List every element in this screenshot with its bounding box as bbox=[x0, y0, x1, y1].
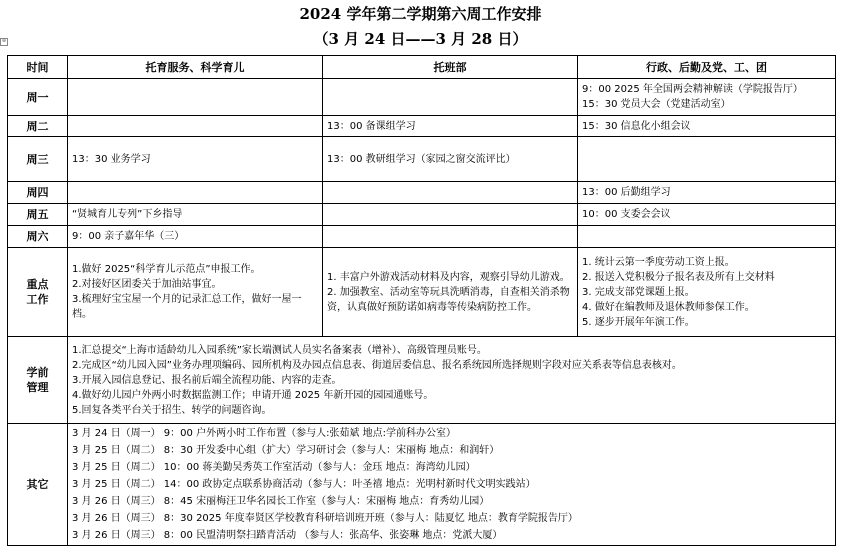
table-anchor-icon[interactable]: ⊕ bbox=[1, 38, 7, 44]
cell-admin bbox=[578, 182, 836, 204]
cell-childcare bbox=[68, 182, 323, 204]
preschool-label: 学前管理 bbox=[8, 337, 68, 424]
focus-row bbox=[8, 248, 836, 337]
cell-nursery bbox=[323, 248, 578, 337]
cell-nursery bbox=[323, 116, 578, 137]
cell-childcare bbox=[68, 226, 323, 248]
table-row bbox=[8, 116, 836, 137]
cell-line: 2. 报送入党积极分子报名表及所有上交材料 bbox=[582, 271, 775, 283]
cell-line: 5. 逐步开展年年演工作。 bbox=[582, 316, 695, 328]
date-range-subtitle: （3 月 24 日——3 月 28 日） bbox=[313, 30, 528, 48]
cell-line: 9：00 亲子嘉年华（三） bbox=[72, 231, 185, 242]
cell-line: 13：00 备课组学习 bbox=[327, 120, 416, 132]
cell-line: 3. 完成支部党课题上报。 bbox=[582, 286, 695, 298]
cell-nursery bbox=[323, 79, 578, 116]
schedule-table bbox=[7, 55, 836, 546]
cell-childcare bbox=[68, 248, 323, 337]
preschool-row bbox=[8, 337, 836, 424]
cell-childcare bbox=[68, 204, 323, 226]
cell-line: 3 月 24 日（周一） 9：00 户外两小时工作布置（参与人:张茹斌 地点:学前科办公室） bbox=[72, 428, 456, 439]
cell-line: 3 月 26 日（周三） 8：30 2025 年度奉贤区学校教育科研培训班开班（参与人：陆夏忆 地点：教育学院报告厅） bbox=[72, 513, 578, 524]
cell-line: 13：30 业务学习 bbox=[72, 153, 151, 165]
cell-line: 2.完成区“幼儿园入园”业务办理项编码、园所机构及办园点信息表、街道居委信息、报名系统园所选择规则字段对应关系表等信息表核对。 bbox=[72, 359, 682, 371]
cell-line: 1. 丰富户外游戏活动材料及内容，观察引导幼儿游戏。 bbox=[327, 271, 570, 283]
day-label: 周六 bbox=[8, 226, 68, 248]
cell-line: 9：00 2025 年全国两会精神解读（学院报告厅） bbox=[582, 84, 803, 95]
cell-line: 4. 做好在编教师及退休教师参保工作。 bbox=[582, 301, 755, 313]
cell-nursery bbox=[323, 137, 578, 182]
cell-admin bbox=[578, 116, 836, 137]
cell-line: 15：30 党员大会（党建活动室） bbox=[582, 99, 731, 110]
cell-admin bbox=[578, 226, 836, 248]
table-row bbox=[8, 182, 836, 204]
cell-line: 3 月 26 日（周三） 8：00 民盟清明祭扫踏青活动 （参与人：张高华、张姿琳 地点：党派大厦） bbox=[72, 530, 503, 541]
cell-childcare bbox=[68, 79, 323, 116]
header-row bbox=[8, 56, 836, 79]
day-label: 周三 bbox=[8, 137, 68, 182]
cell-nursery bbox=[323, 182, 578, 204]
cell-line: 13：00 后勤组学习 bbox=[582, 187, 671, 198]
cell-nursery bbox=[323, 226, 578, 248]
day-label: 周一 bbox=[8, 79, 68, 116]
other-row bbox=[8, 424, 836, 546]
header-admin: 行政、后勤及党、工、团 bbox=[578, 56, 836, 79]
cell-line: 1.做好 2025“科学育儿示范点”申报工作。 bbox=[72, 264, 261, 275]
focus-label: 重点工作 bbox=[8, 248, 68, 337]
other-cell bbox=[68, 424, 836, 546]
cell-nursery bbox=[323, 204, 578, 226]
day-label: 周二 bbox=[8, 116, 68, 137]
cell-childcare bbox=[68, 137, 323, 182]
cell-line: 1.汇总提交“上海市适龄幼儿入园系统”家长端测试人员实名备案表（增补）、高级管理员账号。 bbox=[72, 344, 487, 356]
day-label: 周五 bbox=[8, 204, 68, 226]
page-title: 2024 学年第二学期第六周工作安排 bbox=[299, 5, 542, 23]
other-label: 其它 bbox=[8, 424, 68, 546]
table-row bbox=[8, 204, 836, 226]
header-time: 时间 bbox=[8, 56, 68, 79]
cell-line: 3 月 25 日（周二） 14：00 政协定点联系协商活动（参与人：叶圣禧 地点：光明村新时代文明实践站） bbox=[72, 479, 536, 490]
cell-line: 3 月 25 日（周二） 10：00 蒋美勤吴秀英工作室活动（参与人：金珏 地点：海湾幼儿园） bbox=[72, 462, 476, 473]
cell-line: 5.回复各类平台关于招生、转学的问题咨询。 bbox=[72, 404, 272, 416]
table-row bbox=[8, 79, 836, 116]
cell-admin bbox=[578, 204, 836, 226]
cell-line: 15：30 信息化小组会议 bbox=[582, 120, 691, 132]
cell-line: “贤城育儿专列”下乡指导 bbox=[72, 209, 183, 220]
header-childcare: 托育服务、科学育儿 bbox=[68, 56, 323, 79]
table-row bbox=[8, 226, 836, 248]
cell-childcare bbox=[68, 116, 323, 137]
header-nursery: 托班部 bbox=[323, 56, 578, 79]
cell-admin bbox=[578, 137, 836, 182]
cell-admin bbox=[578, 248, 836, 337]
cell-line: 2. 加强教室、活动室等玩具洗晒消毒，自查相关消杀物资，认真做好预防诺如病毒等传染病防控工作。 bbox=[327, 286, 570, 313]
cell-line: 3.梳理好宝宝屋一个月的记录汇总工作，做好一屋一档。 bbox=[72, 294, 302, 320]
cell-line: 3 月 25 日（周二） 8：30 开发委中心组（扩大）学习研讨会（参与人：宋丽梅 地点：和润轩） bbox=[72, 445, 500, 456]
table-row bbox=[8, 137, 836, 182]
cell-line: 3 月 26 日（周三） 8：45 宋丽梅汪卫华名园长工作室（参与人：宋丽梅 地点：育秀幼儿园） bbox=[72, 496, 490, 507]
cell-line: 4.做好幼儿园户外两小时数据监测工作；申请开通 2025 年新开园的园园通账号。 bbox=[72, 389, 434, 401]
cell-line: 3.开展入园信息登记、报名前后端全流程功能、内容的走查。 bbox=[72, 374, 342, 386]
preschool-cell bbox=[68, 337, 836, 424]
cell-line: 10：00 支委会会议 bbox=[582, 209, 671, 220]
cell-line: 1. 统计云第一季度劳动工资上报。 bbox=[582, 256, 735, 268]
cell-line: 2.对接好区团委关于加油站事宜。 bbox=[72, 279, 222, 290]
cell-line: 13：00 教研组学习（家园之窗交流评比） bbox=[327, 153, 516, 165]
cell-admin bbox=[578, 79, 836, 116]
day-label: 周四 bbox=[8, 182, 68, 204]
